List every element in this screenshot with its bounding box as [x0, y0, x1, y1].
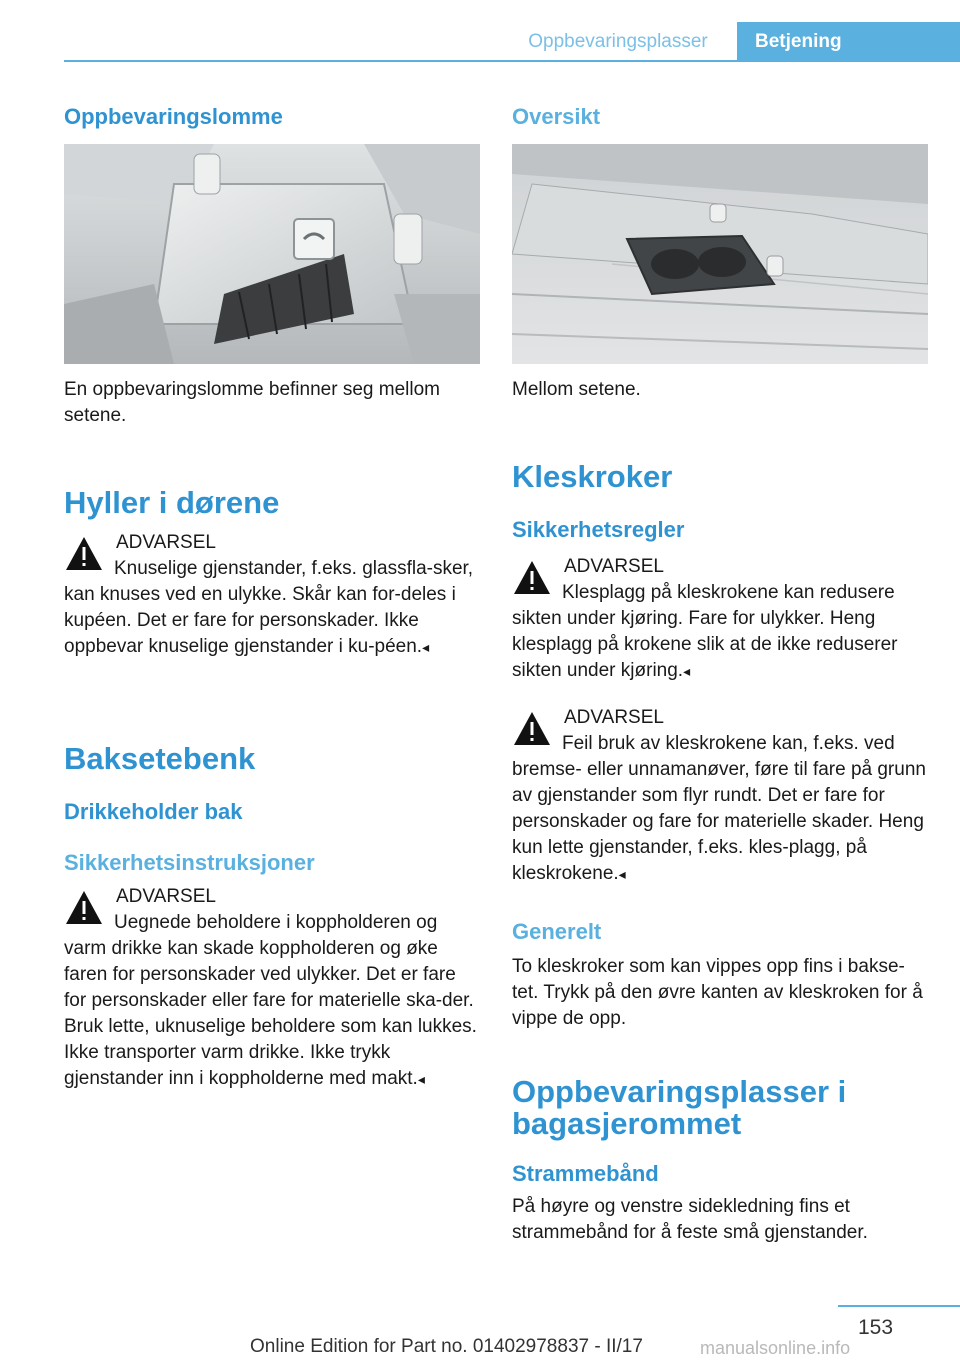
page-number: 153	[858, 1316, 894, 1339]
subheading-safety-rules: Sikkerhetsregler	[512, 517, 685, 542]
warning-label: ADVARSEL	[564, 707, 664, 728]
console-storage-image	[64, 144, 480, 364]
caption-storage-pocket: En oppbevaringslomme befinner seg mellom setene.	[64, 379, 440, 426]
warning-text: Feil bruk av kleskrokene kan, f.eks. ved bremse- eller unnamanøver, føre til fare på grunn av gjenstander som flyr rundt. Det er fare for personskader og fare for materielle skader. Heng kun lette gjenstander, f.eks. kles-plagg, på kleskrokene.	[512, 733, 926, 884]
warning-coat-hooks-misuse	[512, 705, 930, 887]
section-title-overview: Oversikt	[512, 104, 601, 129]
warning-triangle-icon	[64, 534, 104, 574]
end-mark-icon: ◂	[683, 663, 691, 679]
footer-edition-text: Online Edition for Part no. 01402978837 - II/17	[250, 1336, 643, 1357]
heading-coat-hooks: Kleskroker	[512, 459, 673, 494]
warning-text: Knuselige gjenstander, f.eks. glassfla-sker, kan knuses ved en ulykke. Skår kan for-deles i kupéen. Det er fare for personskader. Ikke oppbevar knuselige gjenstander i ku-péen.	[64, 558, 474, 657]
warning-door-shelves	[64, 530, 482, 660]
subheading-safety-instructions: Sikkerhetsinstruksjoner	[64, 850, 315, 875]
header-chapter-tab: Betjening	[737, 22, 960, 62]
header-section-title: Oppbevaringsplasser	[528, 31, 708, 52]
heading-trunk-storage-line2: bagasjerommet	[512, 1106, 742, 1141]
warning-label: ADVARSEL	[564, 556, 664, 577]
warning-label: ADVARSEL	[116, 886, 216, 907]
watermark: manualsonline.info	[700, 1338, 851, 1358]
warning-cupholder	[64, 884, 482, 1092]
end-mark-icon: ◂	[422, 639, 430, 655]
caption-between-seats: Mellom setene.	[512, 379, 641, 400]
subheading-rear-cupholder: Drikkeholder bak	[64, 799, 243, 824]
warning-coat-hooks-visibility	[512, 554, 930, 684]
end-mark-icon: ◂	[417, 1071, 425, 1087]
warning-text: Klesplagg på kleskrokene kan redusere sikten under kjøring. Fare for ulykker. Heng klesplagg på krokene slik at de ikke reduserer sikten under kjøring.	[512, 582, 898, 681]
heading-door-shelves: Hyller i dørene	[64, 485, 280, 520]
paragraph-tie-down-strap: På høyre og venstre sidekledning fins et strammebånd for å feste små gjenstander.	[512, 1196, 868, 1243]
warning-triangle-icon	[512, 709, 552, 749]
warning-triangle-icon	[64, 888, 104, 928]
rear-cupholder-image	[512, 144, 928, 364]
warning-text: Uegnede beholdere i koppholderen og varm drikke kan skade koppholderen og øke faren for personskader ved ulykker. Det er fare for personskader eller fare for materielle ska-der. Bruk lette, uknuselige beholdere som kan lukkes. Ikke transporter varm drikke. Ikke trykk gjenstander inn i koppholderne med makt.	[64, 912, 477, 1089]
heading-rear-bench: Baksetebenk	[64, 741, 256, 776]
warning-label: ADVARSEL	[116, 532, 216, 553]
subheading-tie-down-strap: Strammebånd	[512, 1161, 659, 1186]
end-mark-icon: ◂	[618, 866, 626, 882]
heading-trunk-storage-line1: Oppbevaringsplasser i	[512, 1074, 847, 1109]
warning-triangle-icon	[512, 558, 552, 598]
subheading-general: Generelt	[512, 919, 602, 944]
header-rule	[64, 60, 960, 62]
section-title-storage-pocket: Oppbevaringslomme	[64, 104, 283, 129]
footer-rule	[838, 1305, 960, 1307]
paragraph-coat-hooks-general: To kleskroker som kan vippes opp fins i bakse-tet. Trykk på den øvre kanten av kleskroken for å vippe de opp.	[512, 956, 923, 1029]
